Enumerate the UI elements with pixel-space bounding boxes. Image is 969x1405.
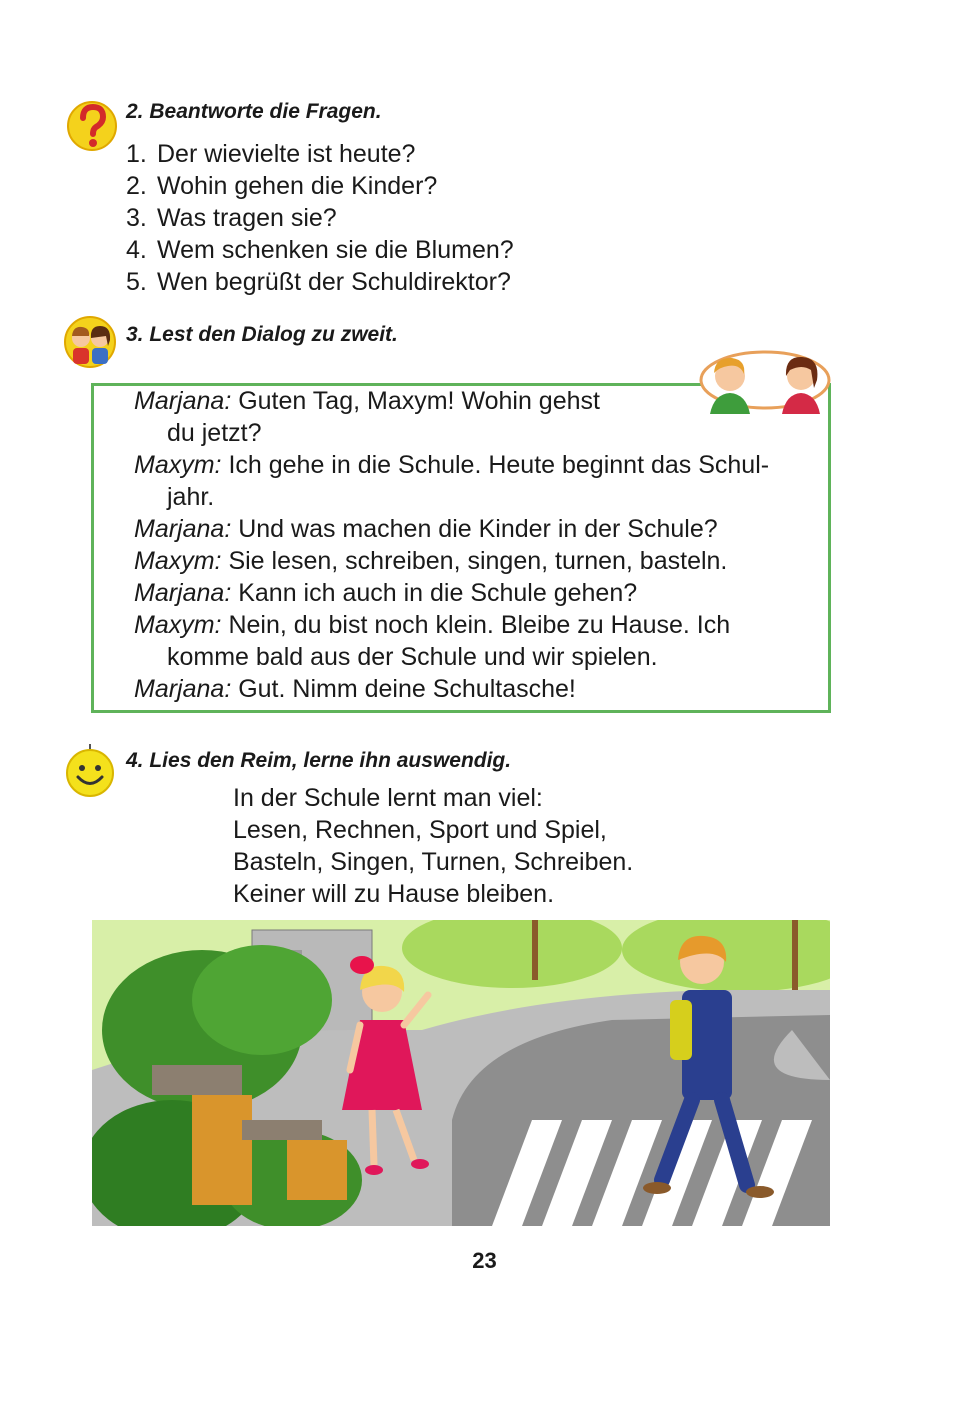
speaker-name: Maxym: [134, 611, 222, 639]
list-item: 4. Wem schenken sie die Blumen? [126, 236, 514, 264]
poem [233, 782, 633, 910]
task-4-title: 4. Lies den Reim, lerne ihn auswendig. [126, 749, 512, 772]
dialog-line: du jetzt? [167, 419, 262, 447]
list-item: 5. Wen begrüßt der Schuldirektor? [126, 268, 511, 296]
page-number: 23 [472, 1248, 497, 1273]
speaker-name: Maxym: [134, 451, 222, 479]
dialog-line: Maxym: Ich gehe in die Schule. Heute beginnt das Schul- [134, 451, 770, 479]
speaker-name: Marjana: [134, 675, 232, 703]
street-scene-illustration [92, 920, 830, 1226]
dialog-line: komme bald aus der Schule und wir spielen. [167, 643, 658, 671]
question-mark-icon [66, 98, 118, 154]
poem-line: Basteln, Singen, Turnen, Schreiben. [233, 848, 634, 876]
dialog-text [134, 385, 834, 705]
dialog-line: Marjana: Kann ich auch in die Schule gehen? [134, 579, 638, 607]
list-item: 1. Der wievielte ist heute? [126, 140, 416, 168]
dialog-line: Maxym: Sie lesen, schreiben, singen, turnen, basteln. [134, 547, 728, 575]
poem-line: In der Schule lernt man viel: [233, 784, 543, 812]
dialog-line: Marjana: Guten Tag, Maxym! Wohin gehst [134, 387, 600, 415]
list-item: 3. Was tragen sie? [126, 204, 337, 232]
poem-line: Lesen, Rechnen, Sport und Spiel, [233, 816, 607, 844]
speaker-name: Marjana: [134, 579, 232, 607]
task-2-title: 2. Beantworte die Fragen. [126, 100, 382, 123]
speaker-name: Marjana: [134, 515, 232, 543]
dialog-line: Marjana: Gut. Nimm deine Schultasche! [134, 675, 576, 703]
question-list [126, 138, 514, 298]
speaker-name: Marjana: [134, 387, 232, 415]
dialog-line: jahr. [167, 483, 215, 511]
dialog-line: Marjana: Und was machen die Kinder in der Schule? [134, 515, 718, 543]
task-3-title: 3. Lest den Dialog zu zweit. [126, 323, 398, 346]
two-children-icon [62, 316, 118, 368]
poem-line: Keiner will zu Hause bleiben. [233, 880, 555, 908]
speaker-name: Maxym: [134, 547, 222, 575]
list-item: 2. Wohin gehen die Kinder? [126, 172, 438, 200]
dialog-line: Maxym: Nein, du bist noch klein. Bleibe zu Hause. Ich [134, 611, 731, 639]
smiley-icon [64, 742, 116, 798]
